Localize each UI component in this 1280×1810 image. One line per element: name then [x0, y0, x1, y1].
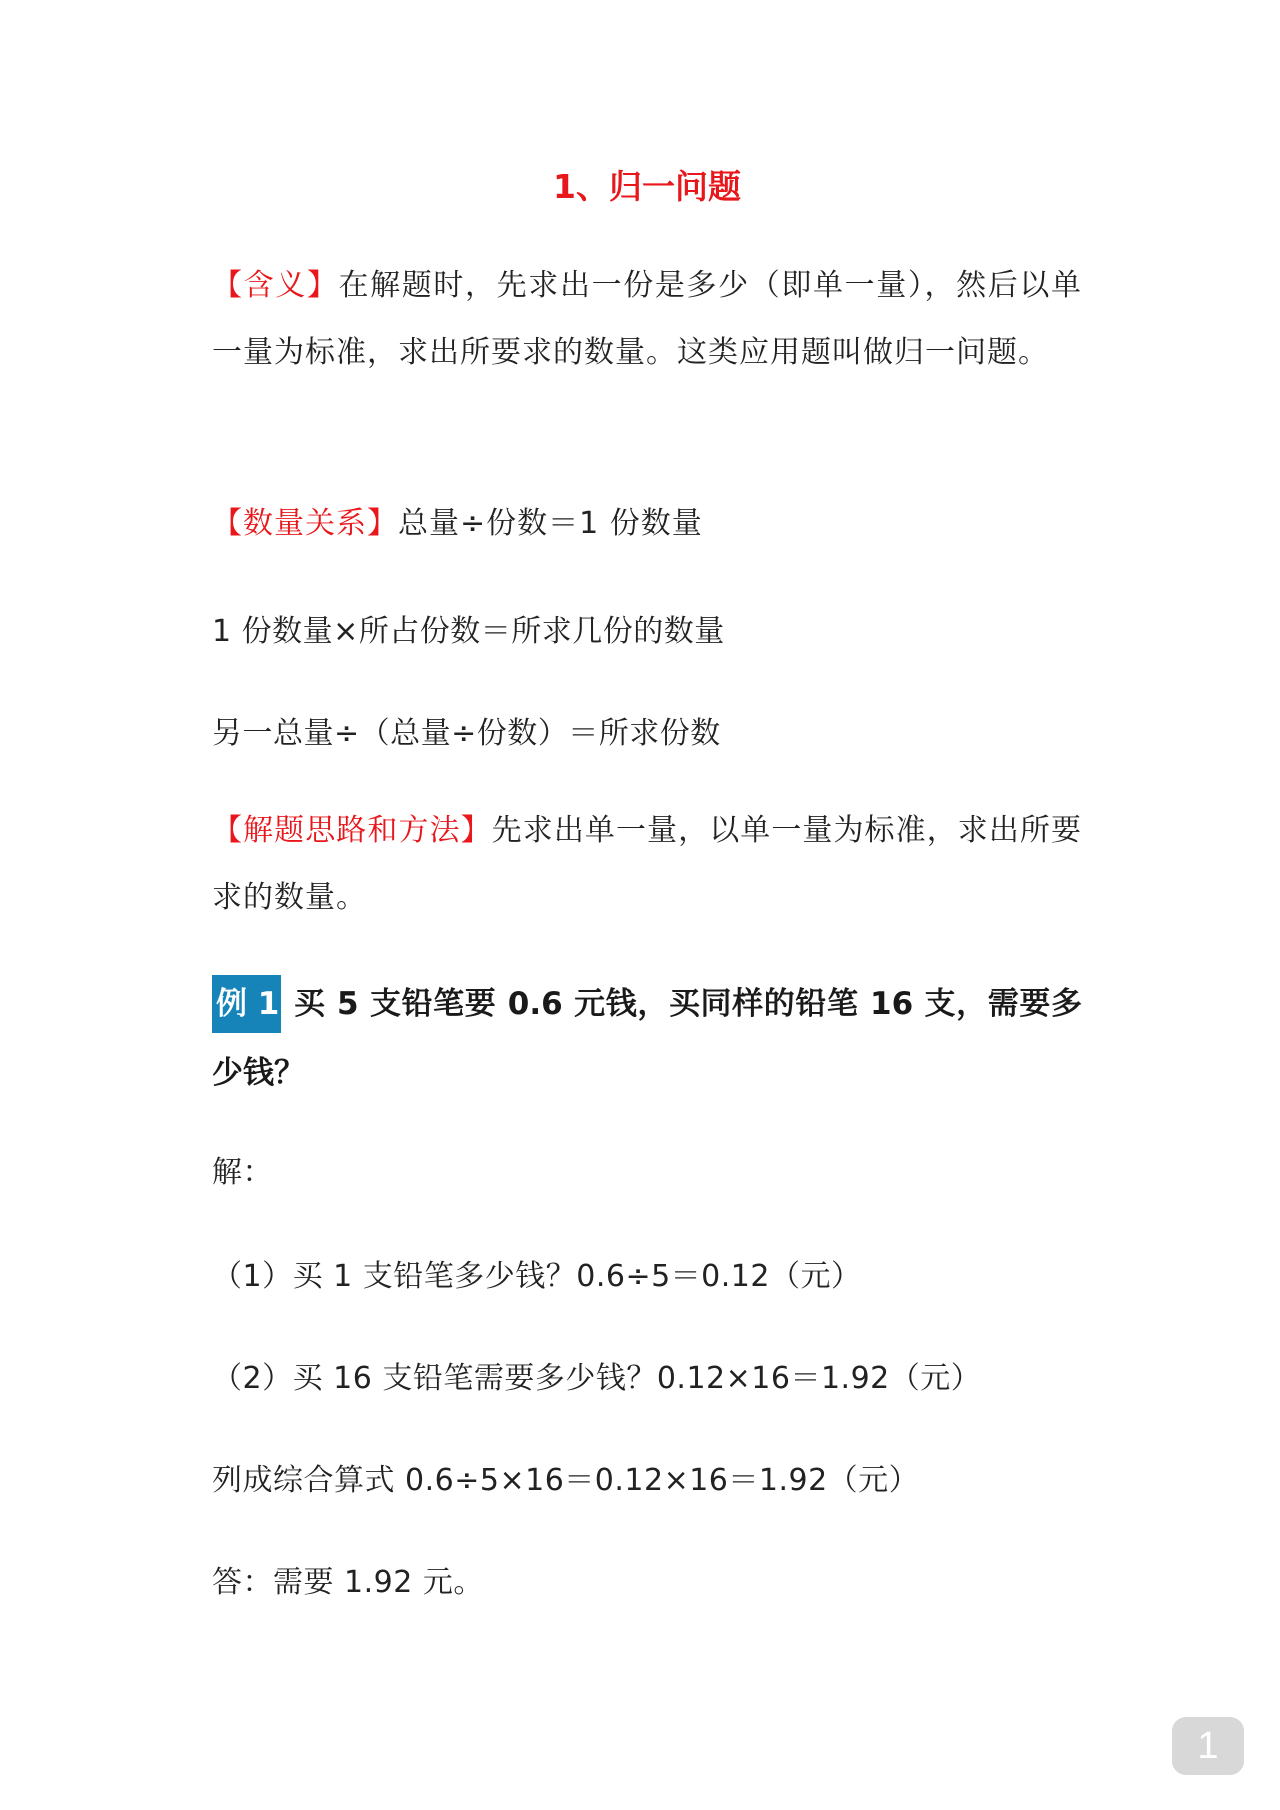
example-question	[212, 970, 1082, 1108]
meaning-paragraph	[212, 252, 1082, 386]
relation-paragraph	[212, 490, 1082, 557]
meaning-tag: 【含义】	[212, 268, 339, 303]
method-text: 先求出单一量，以单一量为标准，求出所要求的数量。	[212, 813, 1083, 915]
relation-formula-3: 另一总量÷（总量÷份数）＝所求份数	[212, 716, 721, 751]
method-paragraph	[212, 797, 1082, 931]
example-badge: 例 1	[212, 975, 281, 1033]
relation-formula-1: 总量÷份数＝1 份数量	[398, 506, 703, 541]
solution-step-1: （1）买 1 支铅笔多少钱？0.6÷5＝0.12（元）	[212, 1259, 862, 1294]
page-title: 1、归一问题	[553, 167, 741, 206]
example-question-text: 买 5 支铅笔要 0.6 元钱，买同样的铅笔 16 支，需要多少钱？	[212, 986, 1082, 1091]
meaning-text: 在解题时，先求出一份是多少（即单一量），然后以单一量为标准，求出所要求的数量。这类应用题叫做归一问题。	[212, 268, 1083, 370]
solution-step-2: （2）买 16 支铅笔需要多少钱？0.12×16＝1.92（元）	[212, 1361, 982, 1396]
relation-formula-2: 1 份数量×所占份数＝所求几份的数量	[212, 614, 725, 649]
solution-label: 解：	[212, 1155, 273, 1190]
page-number-badge: 1	[1172, 1717, 1244, 1775]
relation-tag: 【数量关系】	[212, 506, 398, 541]
combined-formula: 列成综合算式 0.6÷5×16＝0.12×16＝1.92（元）	[212, 1463, 920, 1498]
answer-line: 答：需要 1.92 元。	[212, 1565, 484, 1600]
method-tag: 【解题思路和方法】	[212, 813, 492, 848]
